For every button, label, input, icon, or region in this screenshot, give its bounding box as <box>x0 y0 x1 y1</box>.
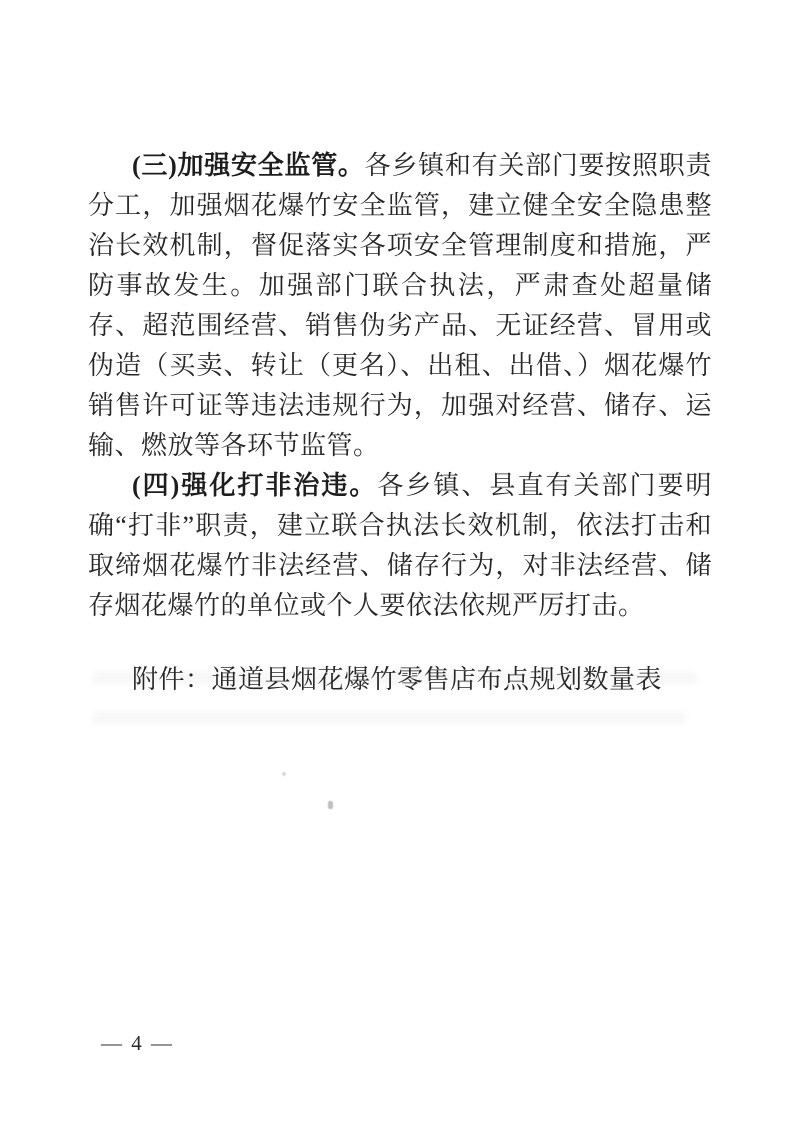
paragraph-4 <box>88 466 712 626</box>
scan-speck-artifact <box>328 801 333 809</box>
page-number: — 4 — <box>101 1031 174 1055</box>
document-body <box>88 146 712 700</box>
attachment-title: 通道县烟花爆竹零售店布点规划数量表 <box>211 665 663 694</box>
scan-bleed-artifact <box>92 712 686 724</box>
paragraph-3-heading: (三)加强安全监管。 <box>132 151 365 180</box>
scan-speck-artifact <box>282 772 286 776</box>
paragraph-4-text: 各乡镇、县直有关部门要明确“打非”职责，建立联合执法长效机制，依法打击和取缔烟花爆竹非法经营、储存行为，对非法经营、储存烟花爆竹的单位或个人要依法依规严厉打击。 <box>88 471 712 620</box>
paragraph-3-text: 各乡镇和有关部门要按照职责分工，加强烟花爆竹安全监管，建立健全安全隐患整治长效机制，督促落实各项安全管理制度和措施，严防事故发生。加强部门联合执法，严肃查处超量储存、超范围经营、销售伪劣产品、无证经营、冒用或伪造（买卖、转让（更名）、出租、出借、）烟花爆竹销售许可证等违法违规行为，加强对经营、储存、运输、燃放等各环节监管。 <box>88 151 712 460</box>
attachment-label: 附件： <box>132 665 212 694</box>
attachment-line <box>88 660 712 700</box>
paragraph-3 <box>88 146 712 466</box>
paragraph-4-heading: (四)强化打非治违。 <box>132 471 378 500</box>
